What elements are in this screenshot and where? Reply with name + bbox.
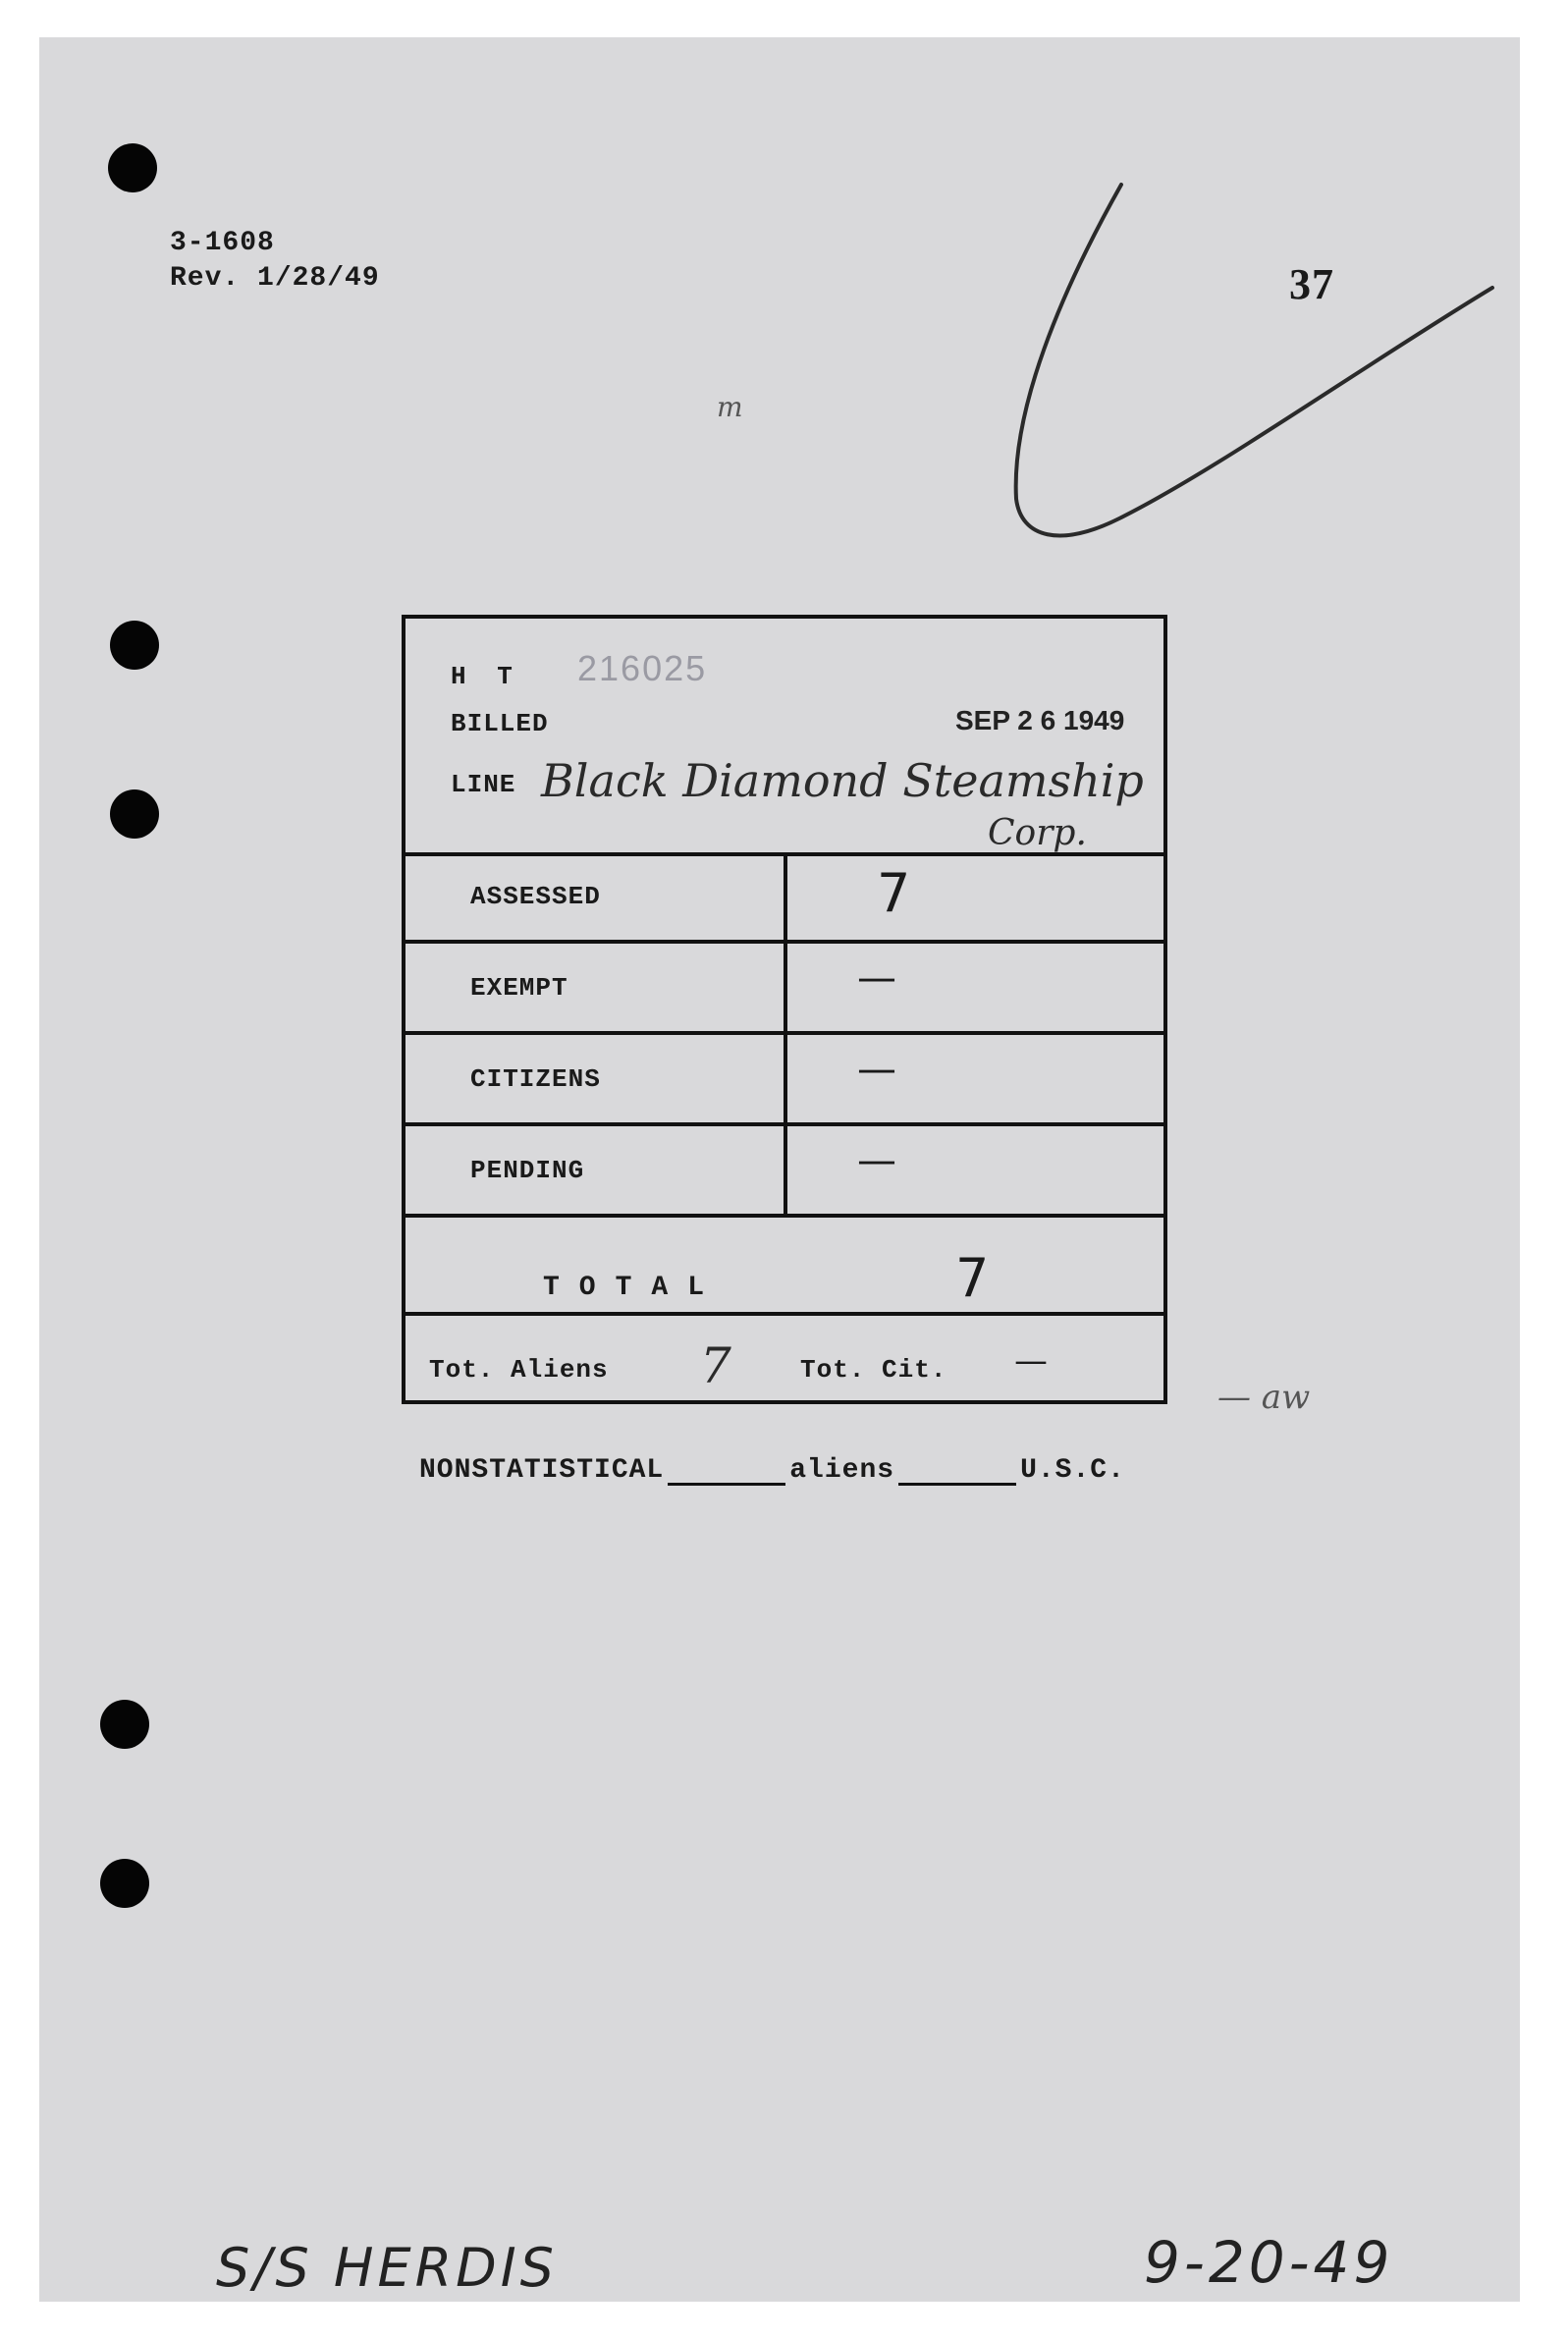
tot-aliens-value: 7 [700,1337,731,1394]
ship-name: S/S HERDIS [216,2237,558,2299]
nonstatistical-label: NONSTATISTICAL [419,1455,665,1486]
ht-label: H T [451,662,520,691]
line-value: Black Diamond Steamship [541,754,1144,807]
total-value: 7 [955,1247,990,1309]
side-initials: — aw [1217,1378,1311,1417]
citizens-value: — [857,1047,896,1092]
assessed-row [406,852,1163,944]
pending-label: PENDING [470,1156,585,1185]
totals-footer-row [406,1316,1163,1400]
pending-value: — [857,1138,896,1183]
aliens-label: aliens [789,1455,895,1486]
billed-label: BILLED [451,709,549,738]
exempt-label: EXEMPT [470,973,568,1003]
card-header [406,619,1163,856]
tot-cit-value: — [1014,1341,1048,1381]
form-number: 3-1608 [170,228,275,258]
punch-hole [100,1700,149,1749]
aliens-blank [668,1457,785,1486]
exempt-row [406,944,1163,1035]
tot-cit-label: Tot. Cit. [800,1355,947,1385]
punch-hole [110,789,159,839]
pending-row [406,1126,1163,1218]
check-mark-icon [1001,175,1502,587]
line-label: LINE [451,770,516,799]
punch-hole [100,1859,149,1908]
total-row [406,1218,1163,1316]
ht-number-stamp: 216025 [577,648,708,688]
line-value-continued: Corp. [988,813,1087,853]
assessed-value: 7 [877,862,911,924]
form-code [170,226,380,297]
nonstatistical-line [419,1455,1125,1486]
punch-hole [110,621,159,670]
punch-hole [108,143,157,192]
citizens-label: CITIZENS [470,1064,601,1094]
usc-label: U.S.C. [1020,1455,1125,1486]
arrival-date: 9-20-49 [1144,2229,1394,2296]
assessed-label: ASSESSED [470,882,601,911]
exempt-value: — [857,955,896,1001]
form-revision: Rev. 1/28/49 [170,263,380,294]
citizens-row [406,1035,1163,1126]
initials-mark: m [717,391,743,423]
head-tax-card [402,615,1167,1404]
page-number: 37 [1289,260,1334,308]
document-page [39,37,1520,2302]
date-stamp: SEP 2 6 1949 [955,705,1125,735]
total-label: TOTAL [543,1273,725,1303]
usc-blank [898,1457,1016,1486]
tot-aliens-label: Tot. Aliens [429,1355,609,1385]
